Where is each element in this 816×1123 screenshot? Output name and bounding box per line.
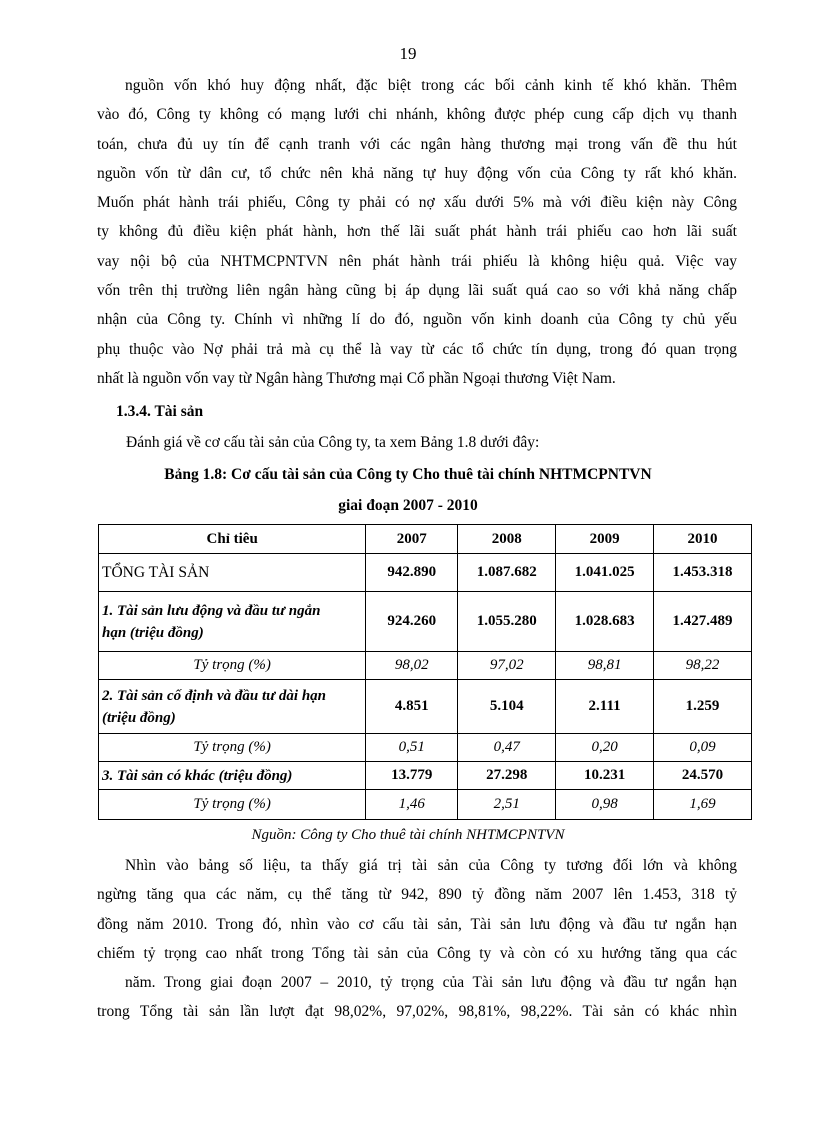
paragraph-funding-sources [97, 71, 737, 393]
cell-value: 5.104 [458, 680, 556, 734]
table-row-fixed-assets [99, 680, 752, 734]
cell-value: 924.260 [366, 592, 458, 652]
row-label: TỔNG TÀI SẢN [99, 554, 366, 592]
row-label: Tỷ trọng (%) [99, 734, 366, 762]
cell-value: 10.231 [556, 762, 654, 790]
cell-value: 97,02 [458, 652, 556, 680]
text-line: năm. Trong giai đoạn 2007 – 2010, tỷ trọng của Tài sản lưu động và đầu tư ngắn hạn [125, 974, 737, 992]
text-line: nguồn vốn khó huy động nhất, đặc biệt trong các bối cảnh kinh tế khó khăn. Thêm [125, 77, 737, 94]
table-row-other-assets [99, 762, 752, 790]
row-label: Tỷ trọng (%) [99, 790, 366, 820]
intro-text: Đánh giá về cơ cấu tài sản của Công ty, ta xem Bảng 1.8 dưới đây: [126, 434, 540, 451]
table-caption: Bảng 1.8: Cơ cấu tài sản của Công ty Cho thuê tài chính NHTMCPNTVN [164, 466, 652, 483]
page-number: 19 [399, 44, 417, 63]
paragraph-asset-analysis [97, 851, 737, 1027]
table-row-total-assets [99, 554, 752, 592]
text-line: nguồn vốn từ dân cư, tổ chức nên khả năng tự huy động vốn của Công ty rất khó khăn. [97, 164, 737, 182]
cell-value: 1.041.025 [556, 554, 654, 592]
text-line: chiếm tỷ trọng cao nhất trong Tổng tài sản của Công ty và còn có xu hướng tăng qua các [97, 944, 737, 962]
row-label [99, 680, 366, 734]
row-label-line: hạn (triệu đồng) [102, 624, 204, 641]
cell-value: 1.259 [654, 680, 752, 734]
table-row-ratio [99, 652, 752, 680]
cell-value: 1.453.318 [654, 554, 752, 592]
header-indicator: Chỉ tiêu [99, 525, 366, 554]
cell-value: 27.298 [458, 762, 556, 790]
section-heading: 1.3.4. Tài sản [116, 403, 204, 420]
cell-value: 1.427.489 [654, 592, 752, 652]
cell-value: 1,46 [366, 790, 458, 820]
cell-value: 0,98 [556, 790, 654, 820]
text-line: vào đó, Công ty không có mạng lưới chi nhánh, không được phép cung cấp dịch vụ thanh [97, 106, 737, 124]
header-year: 2010 [654, 525, 752, 554]
table-caption-period: giai đoạn 2007 - 2010 [338, 497, 478, 514]
row-label: Tỷ trọng (%) [99, 652, 366, 680]
cell-value: 1.055.280 [458, 592, 556, 652]
table-row-ratio [99, 734, 752, 762]
text-line: trong Tổng tài sản lần lượt đạt 98,02%, 97,02%, 98,81%, 98,22%. Tài sản có khác nhìn [97, 1003, 737, 1021]
table-header-row [99, 525, 752, 554]
cell-value: 2,51 [458, 790, 556, 820]
row-label [99, 592, 366, 652]
table-row-ratio [99, 790, 752, 820]
cell-value: 942.890 [366, 554, 458, 592]
cell-value: 1.028.683 [556, 592, 654, 652]
cell-value: 13.779 [366, 762, 458, 790]
header-year: 2007 [366, 525, 458, 554]
cell-value: 0,47 [458, 734, 556, 762]
row-label-line: 1. Tài sản lưu động và đầu tư ngắn [102, 602, 321, 619]
cell-value: 98,22 [654, 652, 752, 680]
row-label-line: 2. Tài sản cố định và đầu tư dài hạn [102, 687, 327, 704]
cell-value: 98,02 [366, 652, 458, 680]
cell-value: 0,09 [654, 734, 752, 762]
text-line: vốn trên thị trường liên ngân hàng cũng bị áp dụng lãi suất quá cao so với khả năng chấp [97, 282, 737, 300]
text-line: đồng năm 2010. Trong đó, nhìn vào cơ cấu tài sản, Tài sản lưu động và đầu tư ngắn hạn [97, 915, 737, 933]
text-line: vay nội bộ của NHTMCPNTVN nên phát hành trái phiếu là không hiệu quả. Việc vay [97, 252, 737, 270]
header-year: 2009 [556, 525, 654, 554]
header-year: 2008 [458, 525, 556, 554]
row-label: 3. Tài sản có khác (triệu đồng) [99, 762, 366, 790]
cell-value: 1,69 [654, 790, 752, 820]
cell-value: 98,81 [556, 652, 654, 680]
asset-structure-table [98, 524, 752, 820]
cell-value: 2.111 [556, 680, 654, 734]
text-line: toán, chưa đủ uy tín để cạnh tranh với các ngân hàng thương mại trong vấn đề thu hút [97, 135, 737, 153]
text-line: ty không đủ điều kiện phát hành, hơn thế lãi suất phát hành trái phiếu cao hơn lãi suất [97, 223, 737, 241]
text-line: nhận của Công ty. Chính vì những lí do đó, nguồn vốn kinh doanh của Công ty chủ yếu [97, 311, 737, 329]
cell-value: 4.851 [366, 680, 458, 734]
text-line: phụ thuộc vào Nợ phải trả mà cụ thể là vay từ các tổ chức tín dụng, trong đó quan trọng [97, 340, 737, 358]
cell-value: 24.570 [654, 762, 752, 790]
row-label-line: (triệu đồng) [102, 709, 176, 726]
source-note: Nguồn: Công ty Cho thuê tài chính NHTMCPNTVN [251, 827, 565, 843]
text-line: Nhìn vào bảng số liệu, ta thấy giá trị tài sản của Công ty tương đối lớn và không [125, 857, 737, 874]
text-line: nhất là nguồn vốn vay từ Ngân hàng Thương mại Cổ phần Ngoại thương Việt Nam. [97, 369, 616, 387]
text-line: ngừng tăng qua các năm, cụ thể tăng từ 942, 890 tỷ đồng năm 2007 lên 1.453, 318 tỷ [97, 886, 737, 904]
cell-value: 0,51 [366, 734, 458, 762]
cell-value: 0,20 [556, 734, 654, 762]
cell-value: 1.087.682 [458, 554, 556, 592]
text-line: Muốn phát hành trái phiếu, Công ty phải có nợ xấu dưới 5% mà với điều kiện này Công [97, 194, 737, 212]
table-row-current-assets [99, 592, 752, 652]
